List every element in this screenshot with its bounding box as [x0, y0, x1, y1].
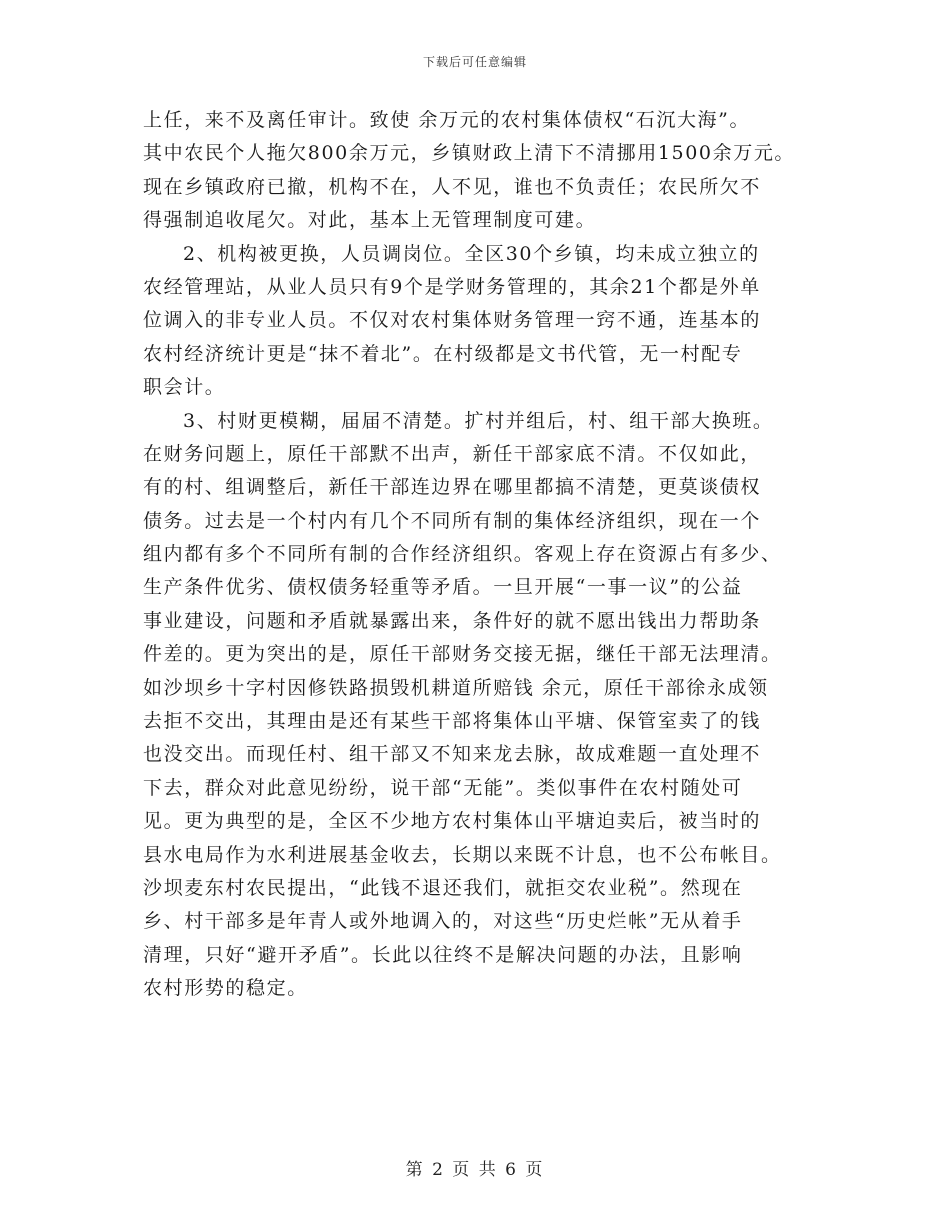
page-header: 下载后可任意编辑	[422, 55, 527, 69]
text-line: 清理，只好“避开矛盾”。长此以往终不是解决问题的办法，且影响	[143, 943, 743, 966]
text-line: 如沙坝乡十字村因修铁路损毁机耕道所赔钱 余元，原任干部徐永成领	[143, 676, 769, 699]
text-line: 农经管理站，从业人员只有9个是学财务管理的，其余21个都是外单	[143, 275, 761, 298]
text-line: 得强制追收尾欠。对此，基本上无管理制度可建。	[143, 209, 597, 232]
text-line: 生产条件优劣、债权债务轻重等矛盾。一旦开展“一事一议”的公益	[143, 576, 743, 599]
text-line: 现在乡镇政府已撤，机构不在，人不见，谁也不负责任；农民所欠不	[143, 175, 762, 198]
text-line: 县水电局作为水利进展基金收去，长期以来既不计息，也不公布帐目。	[143, 843, 782, 866]
text-line: 农村经济统计更是“抹不着北”。在村级都是文书代管，无一村配专	[143, 342, 743, 365]
paragraph	[143, 405, 823, 1006]
text-line: 也没交出。而现任村、组干部又不知来龙去脉，故成难题一直处理不	[143, 743, 762, 766]
page-number: 第 2 页 共 6 页	[405, 1160, 545, 1180]
text-line: 下去，群众对此意见纷纷，说干部“无能”。类似事件在农村随处可	[143, 776, 743, 799]
text-line: 农村形势的稳定。	[143, 977, 308, 1000]
text-line: 上任，来不及离任审计。致使 余万元的农村集体债权“石沉大海”。	[143, 109, 751, 131]
text-line: 位调入的非专业人员。不仅对农村集体财务管理一窍不通，连基本的	[143, 309, 762, 332]
text-line: 在财务问题上，原任干部默不出声，新任干部家底不清。不仅如此，	[143, 442, 762, 465]
text-line: 2、机构被更换，人员调岗位。全区30个乡镇，均未成立独立的	[183, 242, 760, 265]
text-line: 3、村财更模糊，届届不清楚。扩村并组后，村、组干部大换班。	[183, 409, 774, 432]
text-line: 其中农民个人拖欠800余万元，乡镇财政上清下不清挪用1500余万元。	[143, 142, 796, 165]
text-line: 债务。过去是一个村内有几个不同所有制的集体经济组织，现在一个	[143, 509, 762, 532]
text-line: 组内都有多个不同所有制的合作经济组织。客观上存在资源占有多少、	[143, 543, 782, 566]
text-line: 去拒不交出，其理由是还有某些干部将集体山平塘、保管室卖了的钱	[143, 710, 762, 733]
text-line: 件差的。更为突出的是，原任干部财务交接无据，继任干部无法理清。	[143, 643, 782, 666]
text-line: 见。更为典型的是，全区不少地方农村集体山平塘迫卖后，被当时的	[143, 810, 762, 833]
text-line: 职会计。	[143, 376, 226, 399]
text-line: 乡、村干部多是年青人或外地调入的，对这些“历史烂帐”无从着手	[143, 910, 743, 933]
document-body	[143, 104, 823, 1006]
text-line: 事业建设，问题和矛盾就暴露出来，条件好的就不愿出钱出力帮助条	[143, 609, 762, 632]
paragraph	[143, 238, 823, 405]
text-line: 沙坝麦东村农民提出，“此钱不退还我们，就拒交农业税”。然现在	[143, 876, 743, 899]
paragraph	[143, 104, 823, 238]
text-line: 有的村、组调整后，新任干部连边界在哪里都搞不清楚，更莫谈债权	[143, 476, 762, 499]
